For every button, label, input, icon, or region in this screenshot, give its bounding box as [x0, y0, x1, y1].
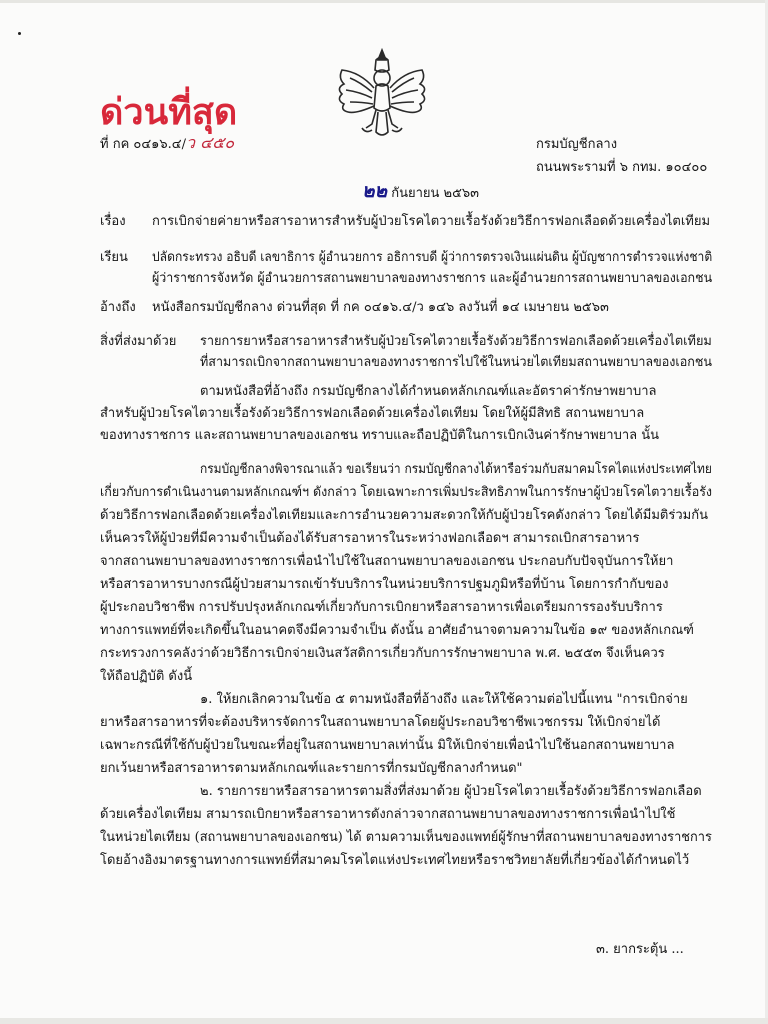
body-line: หรือสารอาหารบางกรณีผู้ป่วยสามารถเข้ารับบริการในหน่วยบริการปฐมภูมิหรือที่บ้าน โดยการกำกับของ — [100, 577, 669, 592]
enclosure-line: รายการยาหรือสารอาหารสำหรับผู้ป่วยโรคไตวายเรื้อรังด้วยวิธีการฟอกเลือดด้วยเครื่องไตเทียม — [200, 334, 712, 349]
reference-text: หนังสือกรมบัญชีกลาง ด่วนที่สุด ที่ กค ๐๔๑๖.๔/ว ๑๔๖ ลงวันที่ ๑๔ เมษายน ๒๕๖๓ — [152, 300, 609, 315]
body-line: ทางการแพทย์ที่จะเกิดขึ้นในอนาคตจึงมีความจำเป็น ดังนั้น อาศัยอำนาจตามความในข้อ ๑๙ ของหลักเกณฑ์ — [100, 623, 694, 638]
body-line: โดยอ้างอิงมาตรฐานทางการแพทย์ที่สมาคมโรคไตแห่งประเทศไทยหรือราชวิทยาลัยที่เกี่ยวข้องได้กำหนดไว้ — [100, 853, 690, 868]
body-line: เห็นควรให้ผู้ป่วยที่มีความจำเป็นต้องได้รับสารอาหารในระหว่างฟอกเลือดฯ สามารถเบิกสารอาหาร — [100, 531, 640, 546]
document-date — [362, 180, 480, 202]
body-line: ยาหรือสารอาหารที่จะต้องบริหารจัดการในสถานพยาบาลโดยผู้ประกอบวิชาชีพเวชกรรม ให้เบิกจ่ายได้ — [100, 715, 661, 730]
enclosure-label: สิ่งที่ส่งมาด้วย — [100, 334, 177, 349]
body-line: ในหน่วยไตเทียม (สถานพยาบาลของเอกชน) ได้ ตามความเห็นของแพทย์ผู้รักษาที่สถานพยาบาลของทางราชการ — [100, 830, 712, 845]
body-line: ยกเว้นยาหรือสารอาหารตามหลักเกณฑ์และรายการที่กรมบัญชีกลางกำหนด" — [100, 761, 523, 776]
body-line: ด้วยวิธีการฟอกเลือดด้วยเครื่องไตเทียมและการอำนวยความสะดวกให้กับผู้ป่วยโรคดังกล่าว โดยได้มีมติร่วมกัน — [100, 508, 708, 523]
body-line: ผู้ประกอบวิชาชีพ การปรับปรุงหลักเกณฑ์เกี่ยวกับการเบิกยาหรือสารอาหารเพื่อเตรียมการรองรับบริการ — [100, 600, 663, 615]
body-line: ด้วยเครื่องไตเทียม สามารถเบิกยาหรือสารอาหารดังกล่าวจากสถานพยาบาลของทางราชการเพื่อนำไปใช้ — [100, 807, 676, 822]
urgency-stamp: ด่วนที่สุด — [100, 91, 238, 133]
body-line: จากสถานพยาบาลของทางราชการเพื่อนำไปใช้ในสถานพยาบาลของเอกชน ประกอบกับปัจจุบันการให้ยา — [100, 554, 674, 569]
body-line: กระทรวงการคลังว่าด้วยวิธีการเบิกจ่ายเงินสวัสดิการเกี่ยวกับการรักษาพยาบาล พ.ศ. ๒๕๕๓ จึงเห็นควร — [100, 646, 665, 661]
salutation-line: ผู้ว่าราชการจังหวัด ผู้อำนวยการสถานพยาบาลของทางราชการ และผู้อำนวยการสถานพยาบาลของเอกชน — [152, 271, 713, 286]
body-line: ตามหนังสือที่อ้างถึง กรมบัญชีกลางได้กำหนดหลักเกณฑ์และอัตราค่ารักษาพยาบาล — [200, 384, 657, 399]
subject-text: การเบิกจ่ายค่ายาหรือสารอาหารสำหรับผู้ป่วยโรคไตวายเรื้อรังด้วยวิธีการฟอกเลือดด้วยเครื่องไตเทียม — [152, 214, 711, 229]
body-line: ๑. ให้ยกเลิกความในข้อ ๕ ตามหนังสือที่อ้างถึง และให้ใช้ความต่อไปนี้แทน "การเบิกจ่าย — [200, 692, 688, 707]
scan-speck — [18, 32, 21, 35]
salutation-line: ปลัดกระทรวง อธิบดี เลขาธิการ ผู้อำนวยการ อธิการบดี ผู้ว่าการตรวจเงินแผ่นดิน ผู้บัญชาการตำรวจแห่งชาติ — [152, 250, 713, 265]
body-line: เกี่ยวกับการดำเนินงานตามหลักเกณฑ์ฯ ดังกล่าว โดยเฉพาะการเพิ่มประสิทธิภาพในการรักษาผู้ป่วยโรคไตวายเรื้อรัง — [100, 485, 713, 500]
date-month-year: กันยายน ๒๕๖๓ — [391, 186, 480, 201]
subject-label: เรื่อง — [100, 214, 126, 229]
body-line: ให้ถือปฏิบัติ ดังนี้ — [100, 669, 193, 684]
garuda-emblem-icon — [332, 48, 432, 140]
body-line: ของทางราชการ และสถานพยาบาลของเอกชน ทราบและถือปฏิบัติในการเบิกเงินค่ารักษาพยาบาล นั้น — [100, 428, 660, 443]
date-day: ๒๒ — [362, 180, 388, 202]
salutation-label: เรียน — [100, 250, 128, 265]
body-line: เฉพาะกรณีที่ใช้กับผู้ป่วยในขณะที่อยู่ในสถานพยาบาลเท่านั้น มิให้เบิกจ่ายเพื่อนำไปใช้นอกสถานพยาบาล — [100, 738, 675, 753]
enclosure-line: ที่สามารถเบิกจากสถานพยาบาลของทางราชการไปใช้ในหน่วยไตเทียมสถานพยาบาลของเอกชน — [200, 355, 713, 370]
handwritten-number: ว ๔๕๐ — [186, 133, 235, 152]
body-line: ๒. รายการยาหรือสารอาหารตามสิ่งที่ส่งมาด้วย ผู้ป่วยโรคไตวายเรื้อรังด้วยวิธีการฟอกเลือด — [200, 784, 702, 799]
document-number — [100, 135, 234, 153]
body-line: สำหรับผู้ป่วยโรคไตวายเรื้อรังด้วยวิธีการฟอกเลือดด้วยเครื่องไตเทียม โดยให้ผู้มีสิทธิ สถานพยาบาล — [100, 406, 645, 421]
body-line: กรมบัญชีกลางพิจารณาแล้ว ขอเรียนว่า กรมบัญชีกลางได้หารือร่วมกับสมาคมโรคไตแห่งประเทศไทย — [200, 462, 712, 477]
sender-address: ถนนพระรามที่ ๖ กทม. ๑๐๔๐๐ — [536, 160, 708, 175]
scan-edge-top — [0, 0, 768, 3]
scan-edge-bottom — [0, 1018, 768, 1024]
sender-office: กรมบัญชีกลาง — [536, 137, 618, 152]
continued-marker: ๓. ยากระตุ้น ... — [596, 942, 684, 957]
document-number-prefix: ที่ กค ๐๔๑๖.๔/ — [100, 137, 187, 152]
reference-label: อ้างถึง — [100, 300, 136, 315]
